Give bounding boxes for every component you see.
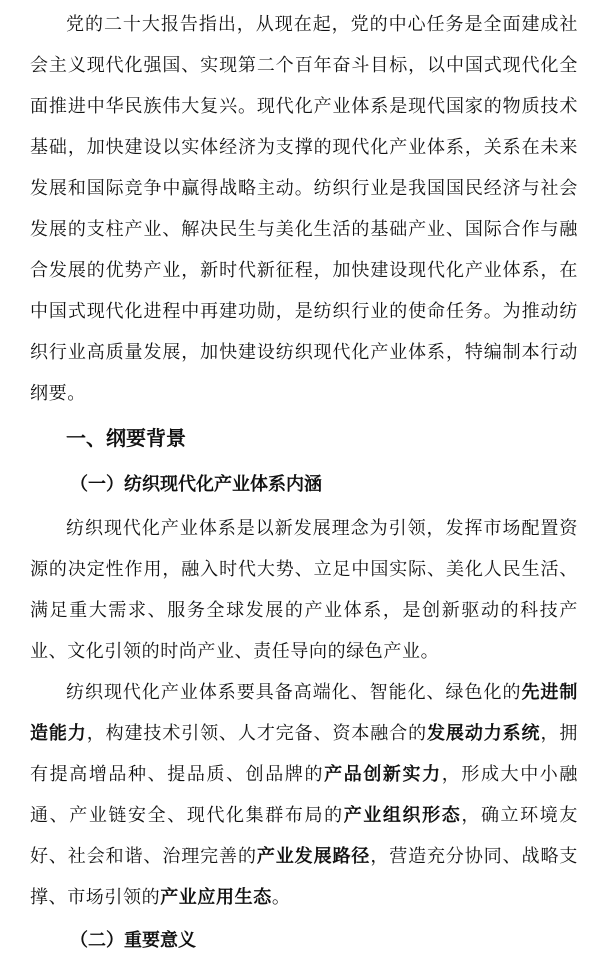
text-run: ，营造充分协同、战略支撑、市场引领的 — [30, 846, 578, 908]
bold-term-product-innovation: 产品创新实力 — [324, 764, 442, 785]
text-run: ，确立环境友好、社会和谐、治理完善的 — [30, 805, 578, 867]
text-run: 纺织现代化产业体系要具备高端化、智能化、绿色化的 — [66, 682, 522, 703]
text-run: ，拥有提高增品种、提品质、创品牌的 — [30, 723, 578, 785]
text-run: ，构建技术引领、人才完备、资本融合的 — [86, 723, 428, 744]
connotation-paragraph-1: 纺织现代化产业体系是以新发展理念为引领，发挥市场配置资源的决定性作用，融入时代大势、立足中国实际、美化人民生活、满足重大需求、服务全球发展的产业体系，是创新驱动的科技产业、文化引领的时尚产业、责任导向的绿色产业。 — [30, 518, 578, 662]
text-run: 。 — [271, 887, 291, 908]
bold-term-application-ecosystem: 产业应用生态 — [160, 887, 272, 908]
section-heading-background: 一、纲要背景 — [66, 426, 186, 450]
subsection-heading-significance: （二）重要意义 — [70, 930, 196, 951]
bold-term-driving-system: 发展动力系统 — [427, 723, 541, 744]
bold-term-development-path: 产业发展路径 — [256, 846, 371, 867]
bold-term-industry-organization: 产业组织形态 — [343, 805, 462, 826]
bold-term-manufacturing-capability: 先进制造能力 — [30, 682, 578, 744]
intro-paragraph: 党的二十大报告指出，从现在起，党的中心任务是全面建成社会主义现代化强国、实现第二个百年奋斗目标，以中国式现代化全面推进中华民族伟大复兴。现代化产业体系是现代国家的物质技术基础，加快建设以实体经济为支撑的现代化产业体系，关系在未来发展和国际竞争中赢得战略主动。纺织行业是我国国民经济与社会发展的支柱产业、解决民生与美化生活的基础产业、国际合作与融合发展的优势产业，新时代新征程，加快建设现代化产业体系，在中国式现代化进程中再建功勋，是纺织行业的使命任务。为推动纺织行业高质量发展，加快建设纺织现代化产业体系，特编制本行动纲要。 — [30, 14, 578, 404]
connotation-paragraph-2 — [30, 672, 578, 918]
text-run: ，形成大中小融通、产业链安全、现代化集群布局的 — [30, 764, 579, 826]
subsection-heading-connotation: （一）纺织现代化产业体系内涵 — [70, 474, 322, 495]
document-page — [0, 4, 600, 951]
